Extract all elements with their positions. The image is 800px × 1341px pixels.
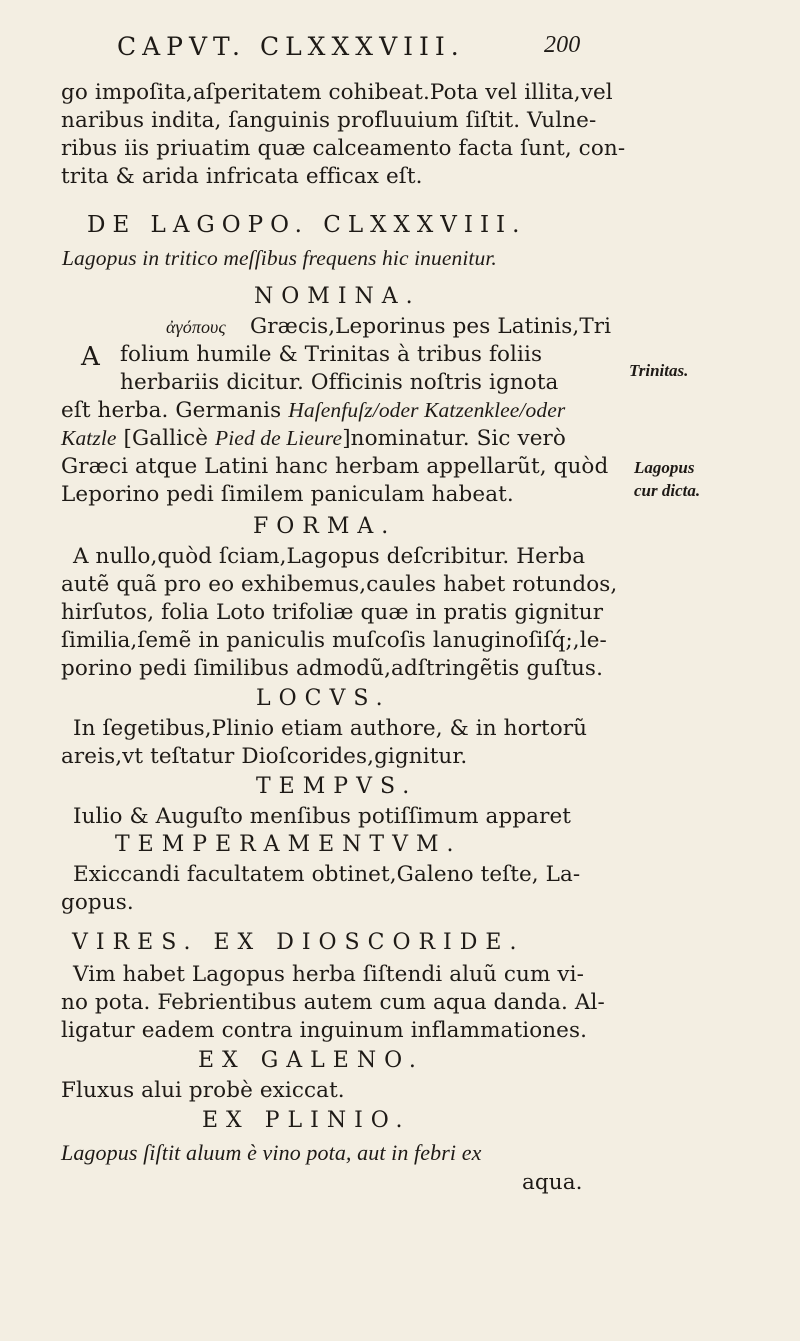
text-line: Iulio & Auguſto menſibus potiſſimum apparet: [73, 804, 572, 829]
text-line: A nullo,quòd ſciam,Lagopus deſcribitur. Herba: [73, 544, 586, 569]
text-line: herbariis dicitur. Officinis noſtris ignota: [120, 370, 559, 395]
text-line: [61, 400, 565, 422]
text-line: Vim habet Lagopus herba ſiſtendi aluũ cum vi-: [73, 962, 585, 987]
section-heading-locus: LOCVS.: [256, 686, 391, 711]
section-heading-tempus: TEMPVS.: [256, 774, 418, 799]
greek-term: ἀγόπους: [166, 317, 226, 337]
text-line: porino pedi ſimilibus admodũ,adſtringẽtis guſtus.: [61, 656, 604, 681]
german-names: Haſenfuſz/oder Katzenklee/oder: [288, 398, 566, 422]
section-heading-vires: VIRES. EX DIOSCORIDE.: [72, 930, 525, 955]
text-line: Leporino pedi ſimilem paniculam habeat.: [61, 482, 514, 507]
section-heading-forma: FORMA.: [253, 514, 397, 539]
text-line: autẽ quã pro eo exhibemus,caules habet rotundos,: [61, 572, 618, 597]
text-line: go impoſita,aſperitatem cohibeat.Pota vel illita,vel: [61, 80, 613, 105]
french-name: Pied de Lieure: [215, 426, 343, 450]
text-line: Lagopus ſiſtit aluum è vino pota, aut in febri ex: [61, 1140, 482, 1165]
text-run: ]nominatur. Sic verò: [342, 426, 566, 451]
marginal-note: Lagopus: [634, 458, 695, 477]
text-line: naribus indita, ſanguinis profluuium ſiſtit. Vulne-: [61, 108, 597, 133]
catchword: aqua.: [522, 1170, 583, 1195]
text-line: [61, 428, 566, 450]
text-run: [Gallicè: [116, 426, 215, 451]
german-name: Katzle: [61, 426, 117, 450]
marginal-note: cur dicta.: [634, 481, 701, 500]
section-heading-plinio: EX PLINIO.: [202, 1108, 411, 1133]
text-line: Græci atque Latini hanc herbam appellarũt, quòd: [61, 454, 609, 479]
section-heading-nomina: NOMINA.: [254, 284, 421, 309]
section-heading-temperamentum: TEMPERAMENTVM.: [115, 832, 462, 857]
running-header-title: CAPVT. CLXXXVIII.: [117, 32, 465, 61]
text-line: folium humile & Trinitas à tribus foliis: [120, 342, 543, 367]
text-line: Fluxus alui probè exiccat.: [61, 1078, 345, 1103]
text-line: hirſutos, folia Loto trifoliæ quæ in pratis gignitur: [61, 600, 604, 625]
initial-letter: A: [81, 342, 100, 372]
text-line: trita & arida infricata efficax eſt.: [61, 164, 423, 189]
text-line: Græcis,Leporinus pes Latinis,Tri: [250, 314, 612, 339]
chapter-subtitle: Lagopus in tritico meſſibus frequens hic inuenitur.: [62, 246, 497, 270]
text-line: ligatur eadem contra inguinum inflammationes.: [61, 1018, 588, 1043]
text-run: eſt herba. Germanis: [61, 398, 289, 423]
section-heading-galeno: EX GALENO.: [198, 1048, 424, 1073]
chapter-heading: DE LAGOPO. CLXXXVIII.: [87, 212, 527, 238]
text-line: areis,vt teſtatur Dioſcorides,gignitur.: [61, 744, 468, 769]
page-number: 200: [544, 32, 581, 58]
text-line: no pota. Febrientibus autem cum aqua danda. Al-: [61, 990, 605, 1015]
text-line: ribus iis priuatim quæ calceamento facta ſunt, con-: [61, 136, 626, 161]
text-line: Exiccandi facultatem obtinet,Galeno teſte, La-: [73, 862, 581, 887]
text-line: ſimilia,ſemẽ in paniculis muſcoſis lanuginoſiſq́;,le-: [61, 628, 607, 653]
text-line: In ſegetibus,Plinio etiam authore, & in hortorũ: [73, 716, 588, 741]
marginal-note: Trinitas.: [629, 361, 689, 380]
text-line: gopus.: [61, 890, 134, 915]
